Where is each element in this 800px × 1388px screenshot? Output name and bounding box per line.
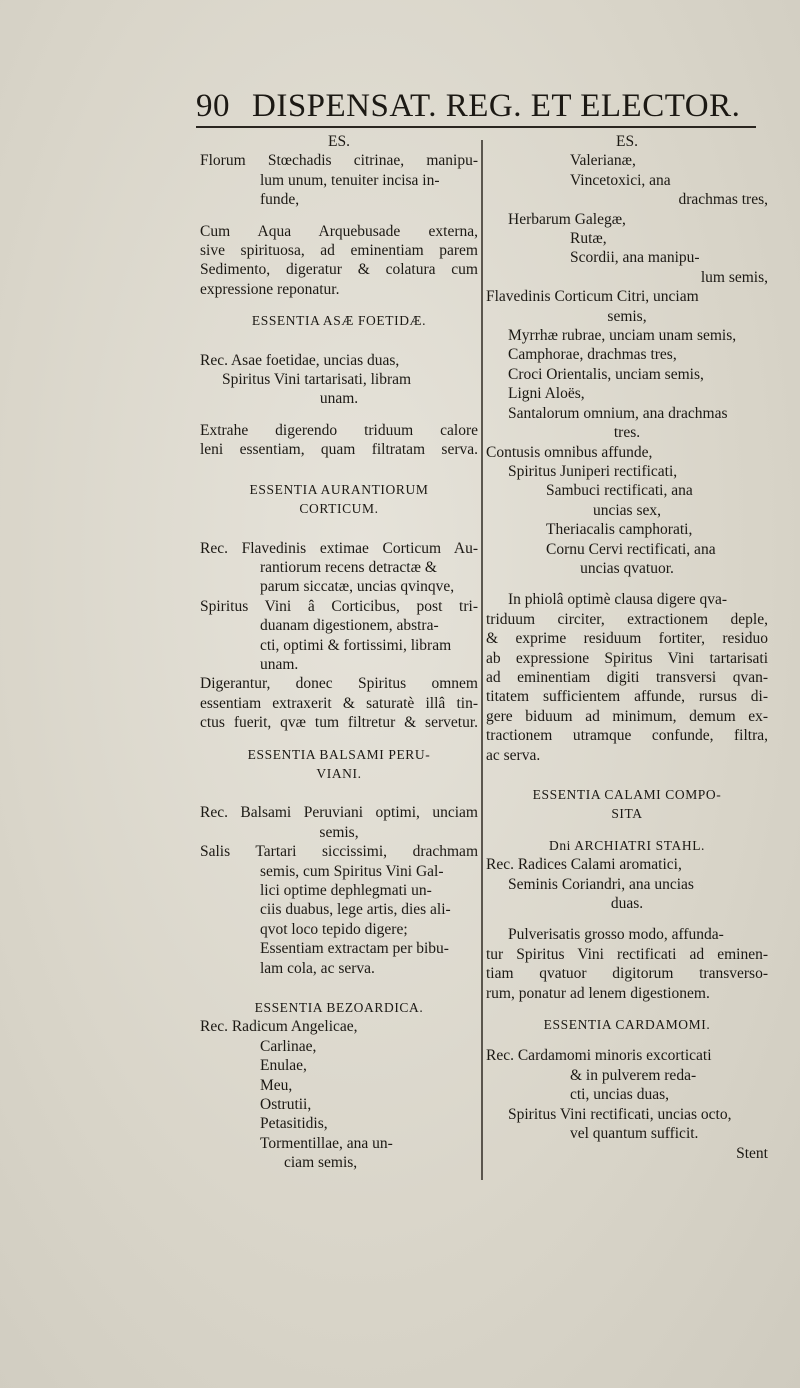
text-line: Ostrutii, bbox=[260, 1096, 312, 1114]
text-line: Rec. Radices Calami aromatici, bbox=[486, 856, 682, 874]
text-line: ac serva. bbox=[486, 746, 541, 764]
text-line: Theriacalis camphorati, bbox=[546, 521, 693, 539]
text-line: leni essentiam, quam filtratam serva. bbox=[200, 441, 478, 459]
text-line: Flavedinis Corticum Citri, unciam bbox=[486, 288, 699, 306]
text-line: duas. bbox=[610, 895, 644, 913]
text-line: lici optime dephlegmati un- bbox=[260, 882, 432, 899]
column-divider bbox=[481, 140, 483, 1180]
line-spacer bbox=[200, 210, 478, 222]
text-line: Pulverisatis grosso modo, affunda- bbox=[508, 926, 724, 944]
left-column bbox=[200, 132, 478, 1173]
text-line: semis, bbox=[607, 307, 647, 325]
text-line: Florum Stœchadis citrinae, manipu- bbox=[200, 152, 478, 170]
text-line: Petasitidis, bbox=[260, 1115, 328, 1133]
section-heading: SITA bbox=[611, 806, 643, 822]
text-line: Croci Orientalis, unciam semis, bbox=[508, 365, 704, 383]
line-spacer bbox=[486, 1003, 768, 1015]
text-line: Digerantur, donec Spiritus omnem bbox=[200, 675, 478, 693]
text-line: ES. bbox=[328, 133, 350, 150]
text-line: Ligni Aloës, bbox=[508, 385, 585, 403]
text-line: Herbarum Galegæ, bbox=[508, 210, 626, 228]
text-line: tres. bbox=[613, 424, 641, 442]
text-line: ciam semis, bbox=[284, 1154, 358, 1172]
text-line: lum semis, bbox=[700, 268, 768, 286]
text-line: funde, bbox=[260, 191, 300, 209]
page-number: 90 bbox=[196, 88, 230, 124]
text-line: Rec. Radicum Angelicae, bbox=[200, 1018, 358, 1036]
section-heading: ESSENTIA CARDAMOMI. bbox=[543, 1017, 711, 1033]
text-line: tiam qvatuor digitorum transverso- bbox=[486, 965, 768, 983]
text-line: Camphorae, drachmas tres, bbox=[508, 346, 677, 364]
text-line: uncias qvatuor. bbox=[580, 559, 674, 577]
text-line: Cum Aqua Arquebusade externa, bbox=[200, 222, 478, 240]
text-line: Rec. Flavedinis extimae Corticum Au- bbox=[200, 539, 478, 557]
text-line: ES. bbox=[616, 133, 638, 150]
section-heading: ESSENTIA CALAMI COMPO- bbox=[532, 787, 722, 802]
line-spacer bbox=[200, 519, 478, 539]
right-column bbox=[486, 132, 768, 1163]
text-line: Rec. Balsami Peruviani optimi, unciam bbox=[200, 804, 478, 822]
text-line: lum unum, tenuiter incisa in- bbox=[260, 171, 440, 189]
text-line: tur Spiritus Vini rectificati ad eminen- bbox=[486, 945, 768, 963]
text-line: Tormentillae, ana un- bbox=[260, 1134, 393, 1152]
text-line: Valerianæ, bbox=[570, 152, 636, 170]
text-line: essentiam extraxerit & saturatè illâ tin- bbox=[200, 694, 478, 712]
text-line: Carlinae, bbox=[260, 1037, 317, 1055]
line-spacer bbox=[200, 460, 478, 480]
text-line: ad eminentiam digiti transversi qvan- bbox=[486, 668, 768, 686]
text-line: Sambuci rectificati, ana bbox=[546, 482, 693, 500]
text-line: Spiritus Vini tartarisati, libram bbox=[222, 371, 412, 389]
line-spacer bbox=[486, 1034, 768, 1046]
text-line: Sedimento, digeratur & colatura cum bbox=[200, 261, 478, 279]
text-line: Rutæ, bbox=[570, 230, 607, 248]
text-line: Rec. Cardamomi minoris excorticati bbox=[486, 1047, 712, 1065]
text-line: Scordii, ana manipu- bbox=[570, 249, 700, 267]
section-heading: ESSENTIA BALSAMI PERU- bbox=[247, 746, 431, 762]
text-line: ctus fuerit, qvæ tum filtretur & servetur. bbox=[200, 714, 478, 732]
section-heading: ESSENTIA BEZOARDICA. bbox=[254, 1000, 424, 1016]
section-heading: ESSENTIA ASÆ FOETIDÆ. bbox=[251, 313, 427, 329]
line-spacer bbox=[486, 765, 768, 785]
text-line: rum, ponatur ad lenem digestionem. bbox=[486, 984, 710, 1002]
text-line: gere biduum ad minimum, demum ex- bbox=[486, 707, 768, 725]
text-line: Meu, bbox=[260, 1076, 293, 1094]
text-line: semis, cum Spiritus Vini Gal- bbox=[260, 862, 444, 880]
text-line: Myrrhæ rubrae, unciam unam semis, bbox=[508, 327, 737, 345]
text-line: Enulae, bbox=[260, 1057, 307, 1075]
line-spacer bbox=[200, 783, 478, 803]
text-line: Salis Tartari siccissimi, drachmam bbox=[200, 843, 478, 861]
text-line: ab expressione Spiritus Vini tartarisati bbox=[486, 649, 768, 667]
text-line: Seminis Coriandri, ana uncias bbox=[508, 875, 694, 893]
text-line: semis, bbox=[319, 823, 359, 841]
text-line: triduum circiter, extractionem deple, bbox=[486, 610, 768, 628]
text-line: unam. bbox=[319, 390, 359, 408]
text-line: cti, uncias duas, bbox=[570, 1086, 670, 1104]
text-line: Essentiam extractam per bibu- bbox=[260, 940, 449, 958]
text-line: tractionem utramque confunde, filtra, bbox=[486, 727, 768, 745]
text-line: Cornu Cervi rectificati, ana bbox=[546, 540, 716, 558]
text-line: Rec. Asae foetidae, uncias duas, bbox=[200, 351, 400, 369]
text-line: rantiorum recens detractæ & bbox=[260, 558, 437, 576]
text-line: Spiritus Vini â Corticibus, post tri- bbox=[200, 597, 478, 615]
line-spacer bbox=[486, 578, 768, 590]
line-spacer bbox=[200, 409, 478, 421]
text-line: cti, optimi & fortissimi, libram bbox=[260, 636, 452, 654]
text-line: Stent bbox=[736, 1144, 768, 1162]
text-line: parum siccatæ, uncias qvinqve, bbox=[260, 578, 455, 596]
text-line: expressione reponatur. bbox=[200, 280, 340, 298]
text-line: Spiritus Juniperi rectificati, bbox=[508, 462, 678, 480]
line-spacer bbox=[486, 824, 768, 836]
header-rule bbox=[196, 126, 756, 128]
text-line: vel quantum sufficit. bbox=[570, 1125, 699, 1143]
text-line: Extrahe digerendo triduum calore bbox=[200, 421, 478, 439]
text-line: & exprime residuum fortiter, residuo bbox=[486, 630, 768, 648]
text-line: In phiolâ optimè clausa digere qva- bbox=[508, 591, 728, 609]
text-line: ciis duabus, lege artis, dies ali- bbox=[260, 901, 451, 919]
section-heading: ESSENTIA AURANTIORUM bbox=[249, 481, 429, 497]
section-heading: CORTICUM. bbox=[299, 501, 379, 517]
line-spacer bbox=[200, 978, 478, 998]
line-spacer bbox=[200, 733, 478, 745]
line-spacer bbox=[486, 913, 768, 925]
text-line: & in pulverem reda- bbox=[570, 1066, 697, 1084]
text-line: uncias sex, bbox=[592, 501, 661, 519]
section-heading: Dni ARCHIATRI STAHL. bbox=[548, 837, 706, 853]
text-line: Vincetoxici, ana bbox=[570, 171, 671, 189]
text-line: unam. bbox=[260, 655, 299, 673]
text-line: Santalorum omnium, ana drachmas bbox=[508, 404, 728, 422]
section-heading: VIANI. bbox=[316, 765, 362, 781]
text-line: drachmas tres, bbox=[678, 191, 768, 209]
text-line: lam cola, ac serva. bbox=[260, 959, 375, 977]
text-line: titatem sufficientem affunde, rursus di- bbox=[486, 688, 768, 706]
text-line: Spiritus Vini rectificati, uncias octo, bbox=[508, 1105, 732, 1123]
text-line: Contusis omnibus affunde, bbox=[486, 443, 653, 461]
text-line: duanam digestionem, abstra- bbox=[260, 617, 439, 635]
text-line: sive spirituosa, ad eminentiam parem bbox=[200, 242, 478, 260]
line-spacer bbox=[200, 331, 478, 351]
line-spacer bbox=[200, 299, 478, 311]
running-header bbox=[196, 88, 776, 128]
text-line: qvot loco tepido digere; bbox=[260, 920, 408, 938]
running-title: DISPENSAT. REG. ET ELECTOR. bbox=[252, 88, 741, 124]
